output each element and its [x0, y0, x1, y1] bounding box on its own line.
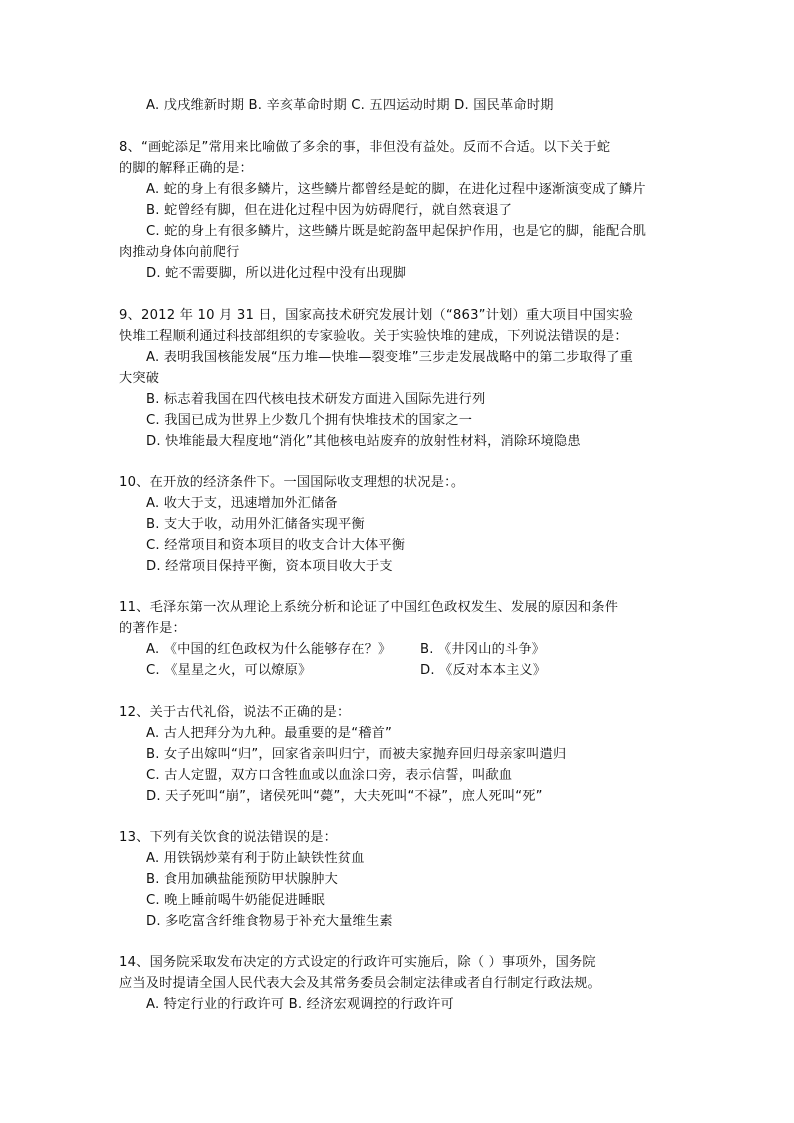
- q9-option-a-line2: 大突破: [119, 371, 160, 386]
- q13-option-c: C. 晚上睡前喝牛奶能促进睡眠: [146, 893, 325, 908]
- q10-stem: 10、在开放的经济条件下。一国国际收支理想的状况是：。: [119, 475, 465, 490]
- q12-option-a: A. 古人把拜分为九种。最重要的是“稽首”: [146, 726, 393, 741]
- q8-stem-line1: 8、“画蛇添足”常用来比喻做了多余的事，非但没有益处。反而不合适。以下关于蛇: [119, 140, 611, 155]
- q9-option-c: C. 我国已成为世界上少数几个拥有快堆技术的国家之一: [146, 413, 473, 428]
- q11-stem-line1: 11、毛泽东第一次从理论上系统分析和论证了中国红色政权发生、发展的原因和条件: [119, 600, 619, 615]
- q14-stem-line2: 应当及时提请全国人民代表大会及其常务委员会制定法律或者自行制定行政法规。: [119, 976, 601, 991]
- q8-option-c-line2: 肉推动身体向前爬行: [119, 245, 240, 260]
- q8-stem-line2: 的脚的解释正确的是：: [119, 161, 253, 176]
- q14-options: A. 特定行业的行政许可 B. 经济宏观调控的行政许可: [146, 997, 454, 1012]
- q13-option-d: D. 多吃富含纤维食物易于补充大量维生素: [146, 914, 393, 929]
- q11-option-b: B. 《井冈山的斗争》: [420, 642, 546, 657]
- q13-stem: 13、下列有关饮食的说法错误的是：: [119, 830, 337, 845]
- q10-option-a: A. 收大于支，迅速增加外汇储备: [146, 496, 338, 511]
- q13-option-b: B. 食用加碘盐能预防甲状腺肿大: [146, 872, 339, 887]
- q8-option-b: B. 蛇曾经有脚，但在进化过程中因为妨碍爬行，就自然衰退了: [146, 203, 513, 218]
- q11-stem-line2: 的著作是：: [119, 621, 186, 636]
- q11-option-d: D. 《反对本本主义》: [420, 663, 547, 678]
- q8-option-d: D. 蛇不需要脚，所以进化过程中没有出现脚: [146, 266, 407, 281]
- q12-option-c: C. 古人定盟，双方口含牲血或以血涂口旁，表示信誓，叫歃血: [146, 768, 513, 783]
- q13-option-a: A. 用铁锅炒菜有利于防止缺铁性贫血: [146, 851, 365, 866]
- q12-option-b: B. 女子出嫁叫“归”，回家省亲叫归宁，而被夫家抛弃回归母亲家叫遣归: [146, 747, 567, 762]
- q8-option-a: A. 蛇的身上有很多鳞片，这些鳞片都曾经是蛇的脚，在进化过程中逐渐演变成了鳞片: [146, 182, 646, 197]
- q7-options: A. 戊戌维新时期 B. 辛亥革命时期 C. 五四运动时期 D. 国民革命时期: [146, 98, 554, 113]
- q9-option-a-line1: A. 表明我国核能发展“压力堆—快堆—裂变堆”三步走发展战略中的第二步取得了重: [146, 350, 634, 365]
- q10-option-c: C. 经常项目和资本项目的收支合计大体平衡: [146, 538, 406, 553]
- q10-option-d: D. 经常项目保持平衡，资本项目收大于支: [146, 559, 393, 574]
- q12-option-d: D. 天子死叫“崩”，诸侯死叫“薨”，大夫死叫“不禄”，庶人死叫“死”: [146, 789, 543, 804]
- q11-option-a: A. 《中国的红色政权为什么能够存在？》: [146, 642, 392, 657]
- q11-option-c: C. 《星星之火，可以燎原》: [146, 663, 312, 678]
- q9-option-d: D. 快堆能最大程度地“消化”其他核电站废弃的放射性材料，消除环境隐患: [146, 434, 581, 449]
- q9-option-b: B. 标志着我国在四代核电技术研发方面进入国际先进行列: [146, 392, 486, 407]
- q14-stem-line1: 14、国务院采取发布决定的方式设定的行政许可实施后，除（ ）事项外，国务院: [119, 955, 596, 970]
- q10-option-b: B. 支大于收，动用外汇储备实现平衡: [146, 517, 365, 532]
- q9-stem-line1: 9、2012 年 10 月 31 日，国家高技术研究发展计划（“863”计划）重大项目中国实验: [119, 308, 633, 323]
- q9-stem-line2: 快堆工程顺利通过科技部组织的专家验收。关于实验快堆的建成，下列说法错误的是：: [119, 329, 628, 344]
- q12-stem: 12、关于古代礼俗，说法不正确的是：: [119, 705, 351, 720]
- q8-option-c-line1: C. 蛇的身上有很多鳞片，这些鳞片既是蛇韵盔甲起保护作用，也是它的脚，能配合肌: [146, 224, 647, 239]
